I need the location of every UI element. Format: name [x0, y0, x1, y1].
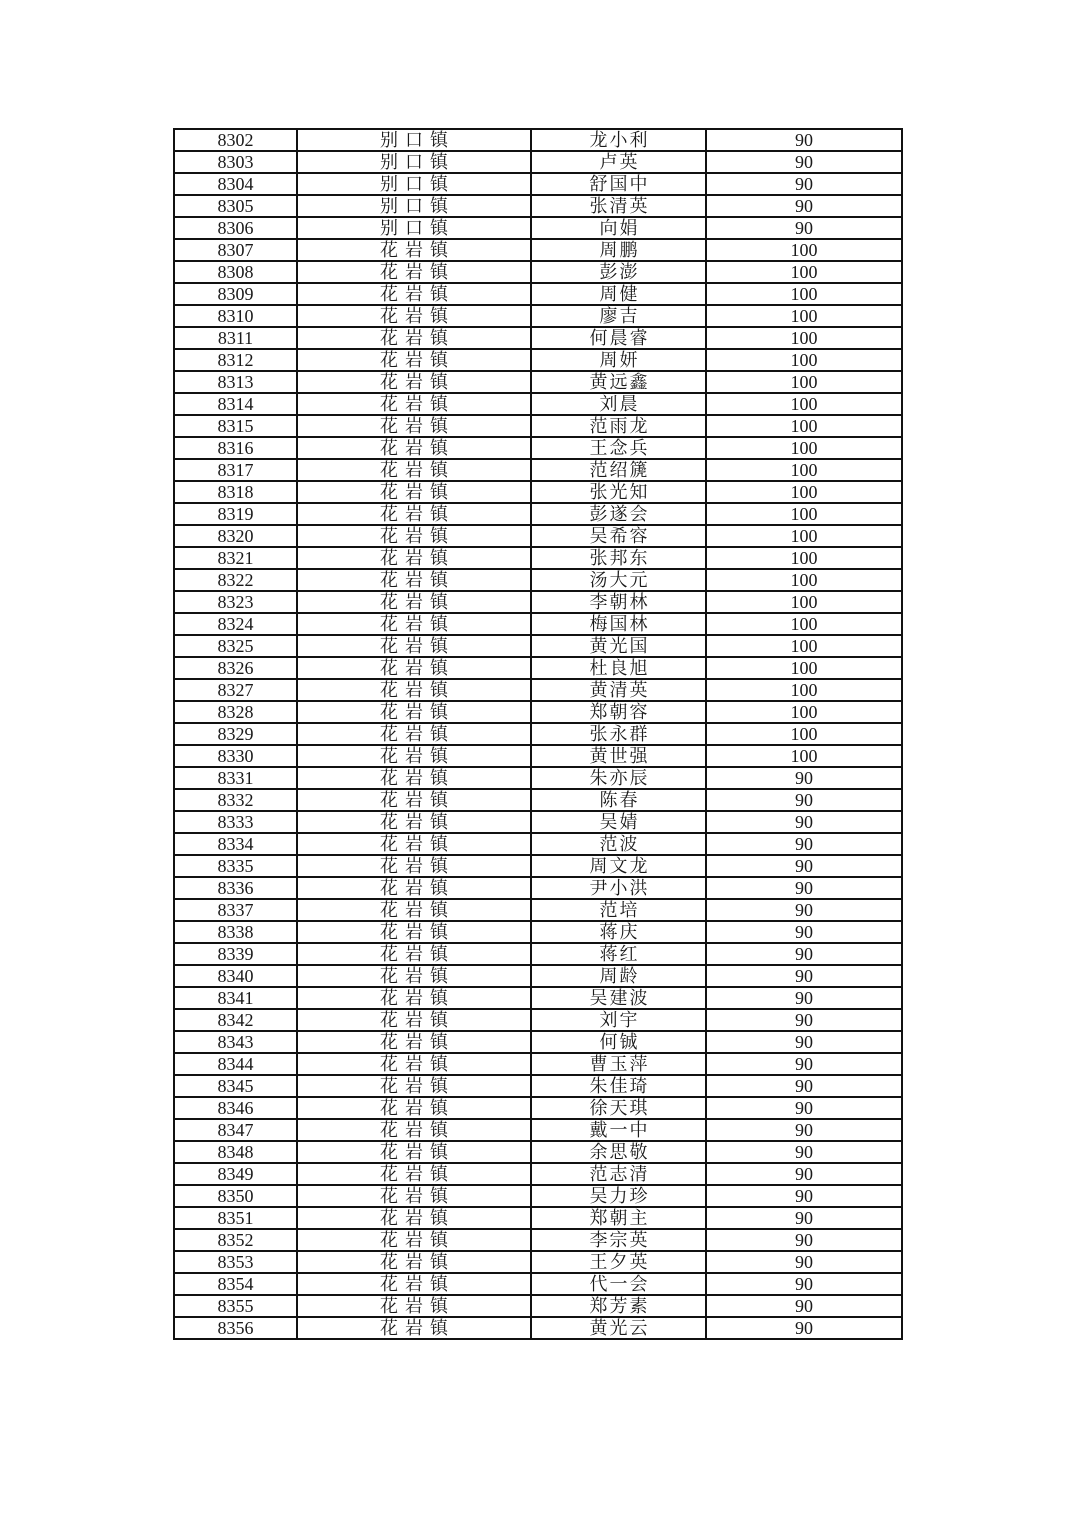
- cell-town: 花岩镇: [297, 569, 531, 591]
- cell-name: 朱佳琦: [531, 1075, 706, 1097]
- cell-name: 李朝林: [531, 591, 706, 613]
- cell-id: 8310: [174, 305, 297, 327]
- table-row: [174, 151, 902, 173]
- cell-score: 100: [706, 723, 902, 745]
- cell-town: 花岩镇: [297, 503, 531, 525]
- cell-name: 吴婧: [531, 811, 706, 833]
- cell-id: 8339: [174, 943, 297, 965]
- cell-score: 90: [706, 1207, 902, 1229]
- cell-id: 8317: [174, 459, 297, 481]
- cell-name: 舒国中: [531, 173, 706, 195]
- cell-id: 8348: [174, 1141, 297, 1163]
- cell-town: 花岩镇: [297, 261, 531, 283]
- cell-town: 花岩镇: [297, 833, 531, 855]
- cell-town: 花岩镇: [297, 767, 531, 789]
- table-row: [174, 789, 902, 811]
- cell-score: 100: [706, 283, 902, 305]
- cell-name: 龙小利: [531, 129, 706, 151]
- cell-score: 100: [706, 393, 902, 415]
- table-row: [174, 1317, 902, 1339]
- table-row: [174, 547, 902, 569]
- table-row: [174, 943, 902, 965]
- cell-score: 90: [706, 767, 902, 789]
- cell-town: 花岩镇: [297, 1251, 531, 1273]
- cell-name: 黄清英: [531, 679, 706, 701]
- cell-name: 向娟: [531, 217, 706, 239]
- cell-score: 90: [706, 1163, 902, 1185]
- cell-score: 90: [706, 173, 902, 195]
- cell-name: 张清英: [531, 195, 706, 217]
- cell-score: 100: [706, 261, 902, 283]
- cell-id: 8311: [174, 327, 297, 349]
- table-row: [174, 679, 902, 701]
- cell-score: 90: [706, 1141, 902, 1163]
- cell-score: 90: [706, 1009, 902, 1031]
- cell-name: 黄光国: [531, 635, 706, 657]
- cell-name: 吴力珍: [531, 1185, 706, 1207]
- cell-id: 8322: [174, 569, 297, 591]
- cell-town: 花岩镇: [297, 657, 531, 679]
- cell-score: 90: [706, 195, 902, 217]
- cell-score: 90: [706, 789, 902, 811]
- cell-name: 吴建波: [531, 987, 706, 1009]
- table-row: [174, 481, 902, 503]
- table-row: [174, 1163, 902, 1185]
- table-row: [174, 833, 902, 855]
- table-row: [174, 811, 902, 833]
- cell-id: 8312: [174, 349, 297, 371]
- cell-id: 8313: [174, 371, 297, 393]
- cell-name: 廖吉: [531, 305, 706, 327]
- cell-score: 100: [706, 635, 902, 657]
- cell-score: 90: [706, 151, 902, 173]
- cell-score: 90: [706, 1185, 902, 1207]
- table-row: [174, 635, 902, 657]
- cell-town: 花岩镇: [297, 679, 531, 701]
- cell-town: 花岩镇: [297, 239, 531, 261]
- table-row: [174, 437, 902, 459]
- cell-name: 周鹏: [531, 239, 706, 261]
- cell-score: 90: [706, 855, 902, 877]
- cell-name: 杜良旭: [531, 657, 706, 679]
- cell-name: 郑朝主: [531, 1207, 706, 1229]
- cell-score: 100: [706, 701, 902, 723]
- cell-score: 90: [706, 965, 902, 987]
- cell-town: 花岩镇: [297, 723, 531, 745]
- table-row: [174, 217, 902, 239]
- table-row: [174, 459, 902, 481]
- cell-score: 90: [706, 811, 902, 833]
- cell-name: 张光知: [531, 481, 706, 503]
- cell-town: 花岩镇: [297, 1053, 531, 1075]
- table-row: [174, 613, 902, 635]
- table-row: [174, 173, 902, 195]
- cell-score: 90: [706, 1251, 902, 1273]
- table-row: [174, 1229, 902, 1251]
- cell-id: 8307: [174, 239, 297, 261]
- cell-name: 黄世强: [531, 745, 706, 767]
- cell-id: 8314: [174, 393, 297, 415]
- cell-town: 花岩镇: [297, 437, 531, 459]
- cell-town: 花岩镇: [297, 1295, 531, 1317]
- cell-name: 王念兵: [531, 437, 706, 459]
- cell-score: 90: [706, 1119, 902, 1141]
- cell-town: 花岩镇: [297, 1097, 531, 1119]
- table-row: [174, 283, 902, 305]
- cell-id: 8352: [174, 1229, 297, 1251]
- cell-name: 代一会: [531, 1273, 706, 1295]
- cell-score: 100: [706, 437, 902, 459]
- cell-town: 花岩镇: [297, 987, 531, 1009]
- cell-id: 8350: [174, 1185, 297, 1207]
- cell-id: 8328: [174, 701, 297, 723]
- cell-score: 100: [706, 547, 902, 569]
- cell-town: 花岩镇: [297, 877, 531, 899]
- cell-name: 汤大元: [531, 569, 706, 591]
- table-row: [174, 877, 902, 899]
- table-row: [174, 1207, 902, 1229]
- cell-id: 8355: [174, 1295, 297, 1317]
- cell-town: 花岩镇: [297, 613, 531, 635]
- cell-id: 8333: [174, 811, 297, 833]
- cell-name: 卢英: [531, 151, 706, 173]
- cell-score: 100: [706, 349, 902, 371]
- table-row: [174, 1185, 902, 1207]
- cell-score: 90: [706, 1053, 902, 1075]
- cell-town: 花岩镇: [297, 1009, 531, 1031]
- cell-town: 花岩镇: [297, 1229, 531, 1251]
- score-table-body: [174, 129, 902, 1339]
- table-row: [174, 261, 902, 283]
- cell-town: 花岩镇: [297, 855, 531, 877]
- cell-name: 范波: [531, 833, 706, 855]
- table-row: [174, 1097, 902, 1119]
- cell-name: 陈春: [531, 789, 706, 811]
- cell-name: 郑朝容: [531, 701, 706, 723]
- cell-score: 90: [706, 921, 902, 943]
- cell-id: 8306: [174, 217, 297, 239]
- cell-id: 8340: [174, 965, 297, 987]
- cell-town: 别口镇: [297, 151, 531, 173]
- cell-score: 100: [706, 657, 902, 679]
- cell-id: 8337: [174, 899, 297, 921]
- cell-id: 8345: [174, 1075, 297, 1097]
- cell-town: 花岩镇: [297, 965, 531, 987]
- cell-town: 花岩镇: [297, 1031, 531, 1053]
- cell-name: 徐天琪: [531, 1097, 706, 1119]
- cell-score: 100: [706, 745, 902, 767]
- cell-score: 90: [706, 1273, 902, 1295]
- cell-id: 8354: [174, 1273, 297, 1295]
- cell-id: 8336: [174, 877, 297, 899]
- cell-score: 100: [706, 569, 902, 591]
- cell-town: 花岩镇: [297, 1317, 531, 1339]
- cell-score: 100: [706, 305, 902, 327]
- cell-town: 花岩镇: [297, 1185, 531, 1207]
- cell-id: 8356: [174, 1317, 297, 1339]
- table-row: [174, 723, 902, 745]
- cell-score: 90: [706, 899, 902, 921]
- cell-id: 8346: [174, 1097, 297, 1119]
- cell-id: 8331: [174, 767, 297, 789]
- table-row: [174, 1119, 902, 1141]
- table-row: [174, 305, 902, 327]
- table-row: [174, 855, 902, 877]
- cell-id: 8318: [174, 481, 297, 503]
- cell-town: 花岩镇: [297, 1163, 531, 1185]
- cell-id: 8303: [174, 151, 297, 173]
- table-row: [174, 1053, 902, 1075]
- cell-score: 90: [706, 833, 902, 855]
- cell-name: 彭澎: [531, 261, 706, 283]
- cell-town: 花岩镇: [297, 789, 531, 811]
- cell-id: 8305: [174, 195, 297, 217]
- cell-name: 范雨龙: [531, 415, 706, 437]
- cell-name: 周龄: [531, 965, 706, 987]
- cell-id: 8329: [174, 723, 297, 745]
- cell-town: 花岩镇: [297, 415, 531, 437]
- cell-name: 朱亦辰: [531, 767, 706, 789]
- table-row: [174, 1031, 902, 1053]
- cell-town: 花岩镇: [297, 283, 531, 305]
- cell-score: 100: [706, 239, 902, 261]
- cell-score: 100: [706, 481, 902, 503]
- cell-name: 余思敬: [531, 1141, 706, 1163]
- cell-score: 100: [706, 415, 902, 437]
- table-row: [174, 965, 902, 987]
- cell-name: 何晨睿: [531, 327, 706, 349]
- cell-id: 8342: [174, 1009, 297, 1031]
- cell-score: 100: [706, 371, 902, 393]
- cell-town: 花岩镇: [297, 701, 531, 723]
- cell-score: 90: [706, 1317, 902, 1339]
- table-row: [174, 327, 902, 349]
- cell-id: 8332: [174, 789, 297, 811]
- cell-id: 8304: [174, 173, 297, 195]
- cell-id: 8330: [174, 745, 297, 767]
- cell-score: 100: [706, 503, 902, 525]
- table-row: [174, 1009, 902, 1031]
- table-row: [174, 1141, 902, 1163]
- table-row: [174, 195, 902, 217]
- cell-name: 黄远鑫: [531, 371, 706, 393]
- cell-score: 100: [706, 327, 902, 349]
- cell-id: 8338: [174, 921, 297, 943]
- cell-town: 花岩镇: [297, 591, 531, 613]
- cell-name: 张邦东: [531, 547, 706, 569]
- cell-name: 郑芳素: [531, 1295, 706, 1317]
- cell-score: 90: [706, 943, 902, 965]
- cell-town: 花岩镇: [297, 1141, 531, 1163]
- table-row: [174, 899, 902, 921]
- cell-name: 尹小洪: [531, 877, 706, 899]
- cell-name: 李宗英: [531, 1229, 706, 1251]
- table-row: [174, 415, 902, 437]
- table-row: [174, 525, 902, 547]
- cell-town: 花岩镇: [297, 1075, 531, 1097]
- cell-town: 花岩镇: [297, 459, 531, 481]
- cell-name: 刘晨: [531, 393, 706, 415]
- cell-name: 蒋红: [531, 943, 706, 965]
- cell-name: 吴希容: [531, 525, 706, 547]
- cell-town: 花岩镇: [297, 943, 531, 965]
- table-row: [174, 767, 902, 789]
- cell-name: 周健: [531, 283, 706, 305]
- cell-name: 周妍: [531, 349, 706, 371]
- cell-id: 8323: [174, 591, 297, 613]
- cell-score: 100: [706, 459, 902, 481]
- cell-name: 王夕英: [531, 1251, 706, 1273]
- table-row: [174, 569, 902, 591]
- cell-town: 花岩镇: [297, 525, 531, 547]
- cell-id: 8351: [174, 1207, 297, 1229]
- cell-town: 花岩镇: [297, 921, 531, 943]
- table-row: [174, 1295, 902, 1317]
- cell-score: 90: [706, 987, 902, 1009]
- cell-name: 蒋庆: [531, 921, 706, 943]
- cell-id: 8302: [174, 129, 297, 151]
- cell-score: 90: [706, 1075, 902, 1097]
- cell-town: 花岩镇: [297, 481, 531, 503]
- cell-score: 90: [706, 1295, 902, 1317]
- table-row: [174, 987, 902, 1009]
- cell-town: 花岩镇: [297, 327, 531, 349]
- cell-town: 花岩镇: [297, 1273, 531, 1295]
- cell-score: 100: [706, 591, 902, 613]
- table-row: [174, 1075, 902, 1097]
- cell-id: 8319: [174, 503, 297, 525]
- cell-town: 花岩镇: [297, 1119, 531, 1141]
- cell-name: 范绍篪: [531, 459, 706, 481]
- cell-town: 花岩镇: [297, 635, 531, 657]
- table-row: [174, 129, 902, 151]
- cell-town: 花岩镇: [297, 393, 531, 415]
- table-row: [174, 701, 902, 723]
- cell-town: 花岩镇: [297, 349, 531, 371]
- cell-name: 张永群: [531, 723, 706, 745]
- cell-id: 8344: [174, 1053, 297, 1075]
- cell-id: 8308: [174, 261, 297, 283]
- cell-id: 8341: [174, 987, 297, 1009]
- cell-id: 8309: [174, 283, 297, 305]
- cell-id: 8349: [174, 1163, 297, 1185]
- cell-name: 黄光云: [531, 1317, 706, 1339]
- cell-name: 何铖: [531, 1031, 706, 1053]
- cell-town: 别口镇: [297, 129, 531, 151]
- table-row: [174, 393, 902, 415]
- cell-id: 8315: [174, 415, 297, 437]
- score-table: [173, 128, 903, 1340]
- cell-name: 曹玉萍: [531, 1053, 706, 1075]
- cell-town: 花岩镇: [297, 811, 531, 833]
- cell-id: 8335: [174, 855, 297, 877]
- cell-name: 范志清: [531, 1163, 706, 1185]
- cell-id: 8347: [174, 1119, 297, 1141]
- cell-town: 别口镇: [297, 217, 531, 239]
- cell-id: 8325: [174, 635, 297, 657]
- cell-score: 100: [706, 613, 902, 635]
- cell-town: 花岩镇: [297, 305, 531, 327]
- cell-name: 彭遂会: [531, 503, 706, 525]
- cell-id: 8327: [174, 679, 297, 701]
- table-row: [174, 239, 902, 261]
- cell-score: 90: [706, 1229, 902, 1251]
- cell-town: 别口镇: [297, 195, 531, 217]
- cell-id: 8343: [174, 1031, 297, 1053]
- cell-score: 90: [706, 217, 902, 239]
- cell-score: 90: [706, 1031, 902, 1053]
- cell-id: 8320: [174, 525, 297, 547]
- table-row: [174, 371, 902, 393]
- cell-town: 花岩镇: [297, 371, 531, 393]
- cell-town: 花岩镇: [297, 547, 531, 569]
- table-row: [174, 503, 902, 525]
- cell-score: 90: [706, 129, 902, 151]
- cell-score: 100: [706, 525, 902, 547]
- cell-score: 100: [706, 679, 902, 701]
- cell-name: 梅国林: [531, 613, 706, 635]
- cell-id: 8353: [174, 1251, 297, 1273]
- table-row: [174, 349, 902, 371]
- table-row: [174, 591, 902, 613]
- cell-name: 周文龙: [531, 855, 706, 877]
- cell-town: 花岩镇: [297, 745, 531, 767]
- cell-name: 刘宇: [531, 1009, 706, 1031]
- table-row: [174, 1251, 902, 1273]
- cell-id: 8326: [174, 657, 297, 679]
- cell-score: 90: [706, 1097, 902, 1119]
- table-row: [174, 921, 902, 943]
- table-row: [174, 745, 902, 767]
- cell-town: 花岩镇: [297, 899, 531, 921]
- cell-town: 别口镇: [297, 173, 531, 195]
- cell-id: 8324: [174, 613, 297, 635]
- cell-town: 花岩镇: [297, 1207, 531, 1229]
- table-row: [174, 1273, 902, 1295]
- cell-name: 范培: [531, 899, 706, 921]
- cell-id: 8316: [174, 437, 297, 459]
- cell-score: 90: [706, 877, 902, 899]
- cell-id: 8334: [174, 833, 297, 855]
- table-row: [174, 657, 902, 679]
- cell-id: 8321: [174, 547, 297, 569]
- cell-name: 戴一中: [531, 1119, 706, 1141]
